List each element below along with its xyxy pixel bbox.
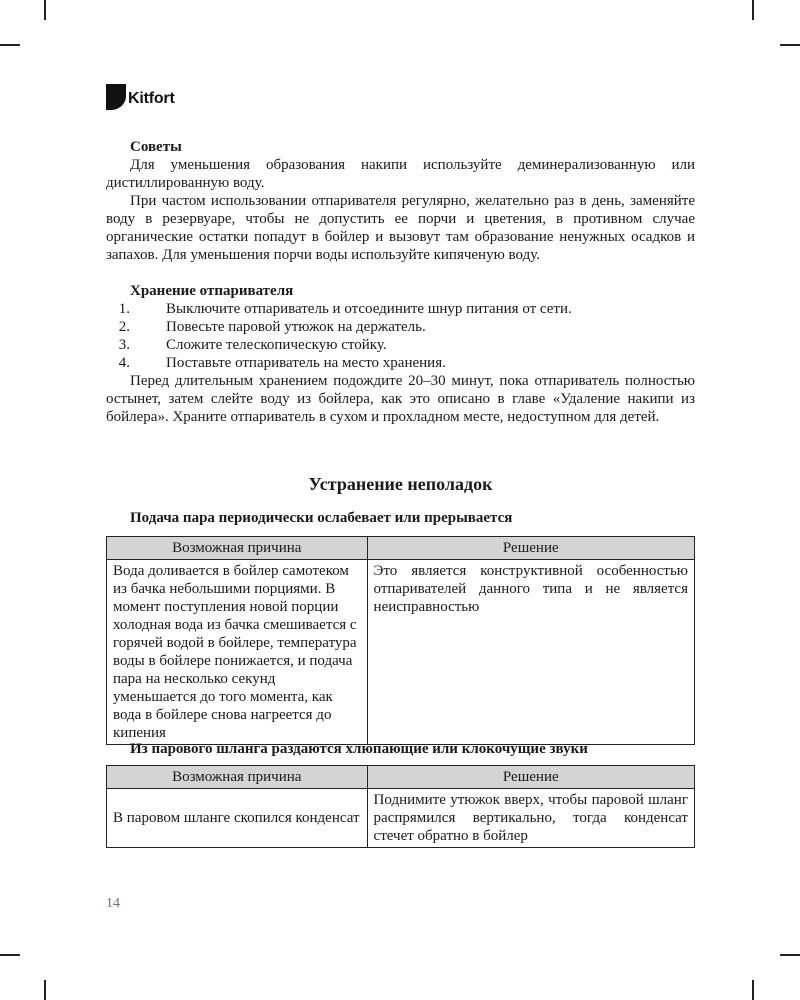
problem-table-2 [106,765,695,848]
solution-cell: Поднимите утюжок вверх, чтобы паровой шланг распрямился вертикально, тогда конденсат стечет обратно в бойлер [367,789,694,848]
crop-mark-bottom-left-h [0,954,20,956]
tips-paragraph-2: При частом использовании отпаривателя регулярно, желательно раз в день, заменяйте воду в резервуаре, чтобы не допустить ее порчи и цветения, в противном случае органические остатки попадут в бойлер и вызовут там образование ненужных осадков и запахов. Для уменьшения порчи воды используйте кипяченую воду. [106,193,695,263]
list-item-text: Поставьте отпариватель на место хранения. [166,355,446,371]
list-item-number: 1. [118,301,130,317]
crop-mark-bottom-left-v [44,980,46,1000]
crop-mark-top-right-h [780,44,800,46]
list-item-text: Сложите телескопическую стойку. [166,337,387,353]
table-header-row [107,537,695,560]
crop-mark-bottom-right-h [780,954,800,956]
list-item-text: Повесьте паровой утюжок на держатель. [166,319,426,335]
list-item-number: 2. [118,319,130,335]
table-header-row [107,766,695,789]
list-item [106,354,695,372]
problem-title-2: Из парового шланга раздаются хлюпающие или клокочущие звуки [130,741,588,757]
list-item [106,300,695,318]
crop-mark-top-left-v [44,0,46,20]
section-title: Устранение неполадок [308,474,493,494]
column-header-solution: Решение [367,766,694,789]
column-header-cause: Возможная причина [107,537,368,560]
brand-logo [106,84,175,110]
list-item-number: 3. [118,337,130,353]
table-row [107,789,695,848]
list-item [106,336,695,354]
cause-cell: В паровом шланге скопился конденсат [107,789,368,848]
tips-paragraph-1: Для уменьшения образования накипи используйте деминерализованную или дистиллированную воду. [106,157,695,191]
page-content [106,138,695,426]
crop-mark-bottom-right-v [752,980,754,1000]
crop-mark-top-right-v [752,0,754,20]
column-header-cause: Возможная причина [107,766,368,789]
solution-cell: Это является конструктивной особенностью отпаривателей данного типа и не является неисправностью [367,560,694,745]
list-item-number: 4. [118,355,130,371]
brand-name: Kitfort [128,90,175,107]
column-header-solution: Решение [367,537,694,560]
cause-cell: Вода доливается в бойлер самотеком из бачка небольшими порциями. В момент поступления новой порции холодная вода из бачка смешивается с горячей водой в бойлере, температура воды в бойлере понижается, и подача пара на несколько секунд уменьшается до того момента, как вода в бойлере снова нагреется до кипения [107,560,368,745]
problem-title-1: Подача пара периодически ослабевает или прерывается [130,510,513,526]
crop-mark-top-left-h [0,44,20,46]
kitfort-logo-icon [106,84,126,110]
tips-heading: Советы [130,139,182,155]
list-item [106,318,695,336]
table-row [107,560,695,745]
page-number: 14 [106,896,120,911]
storage-paragraph: Перед длительным хранением подождите 20–30 минут, пока отпариватель полностью остынет, затем слейте воду из бойлера, как это описано в главе «Удаление накипи из бойлера». Храните отпариватель в сухом и прохладном месте, недоступном для детей. [106,373,695,425]
list-item-text: Выключите отпариватель и отсоедините шнур питания от сети. [166,301,572,317]
storage-heading: Хранение отпаривателя [130,283,294,299]
problem-table-1 [106,536,695,745]
